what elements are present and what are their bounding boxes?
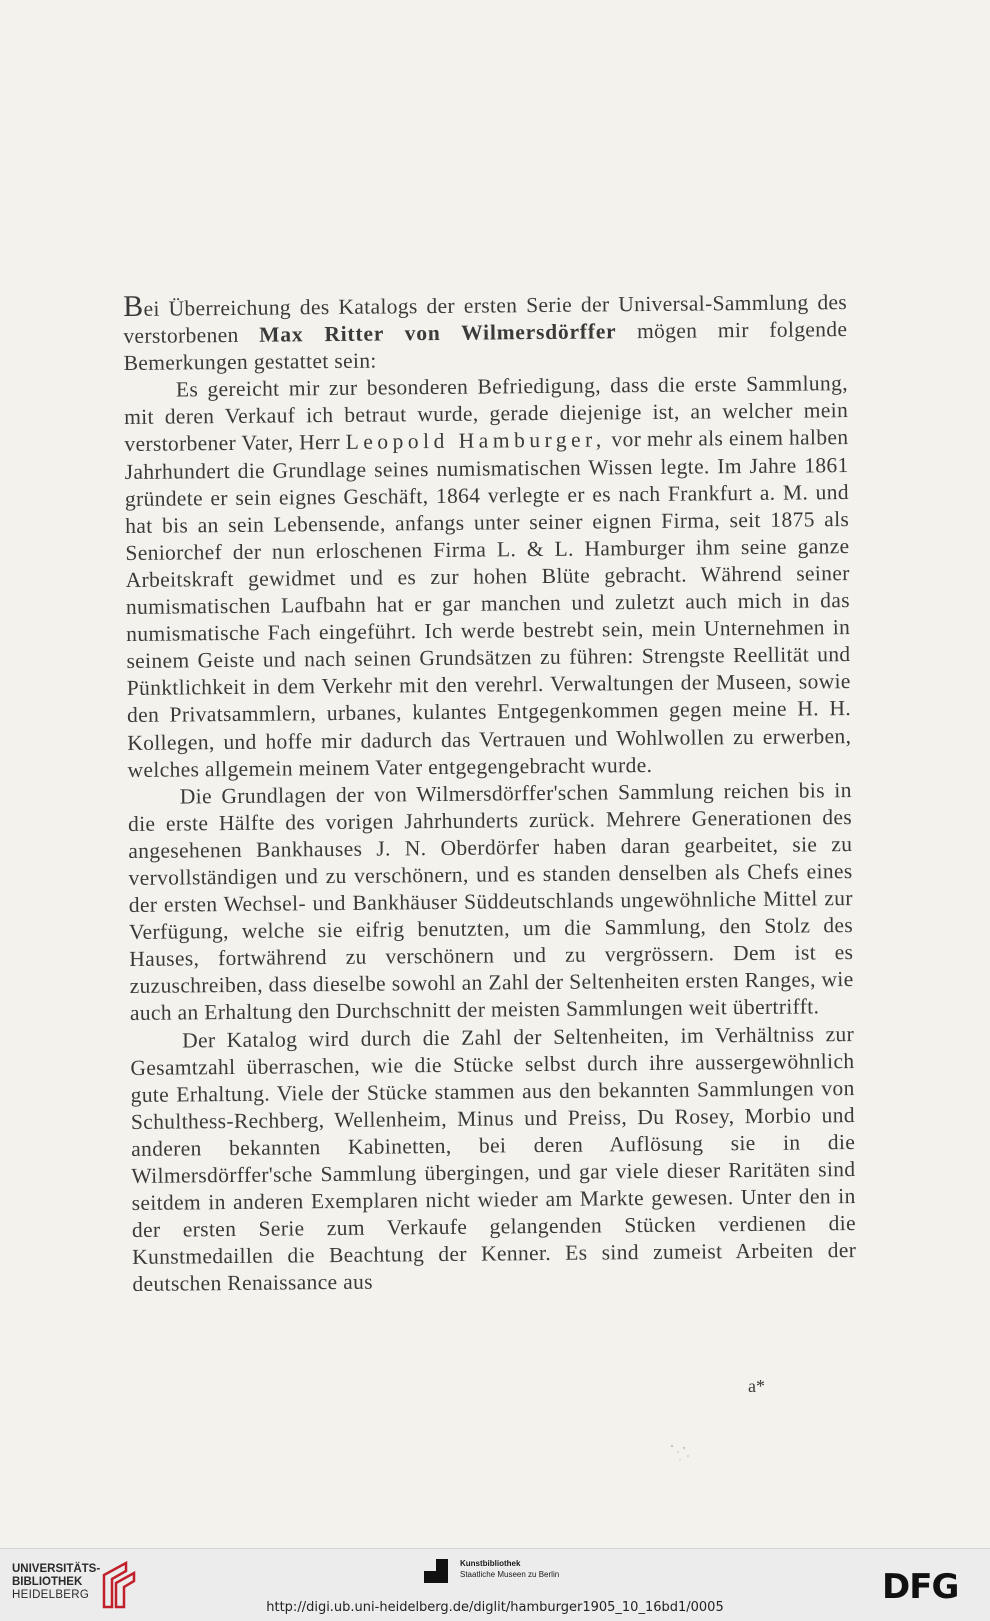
paragraph-1-part1: ei Überreichung des Katalogs der ersten Serie der Universal-Sammlung des verstorbenen: [123, 290, 848, 349]
university-library-label: [12, 1563, 100, 1602]
dropcap: B: [122, 289, 144, 323]
university-line-2: BIBLIOTHEK: [12, 1576, 83, 1588]
paragraph-2-part2: vor mehr als einem halben Jahrhundert die Grundlage seines numismatischen Wissen legte. Im Jahre 1861 gründete er sein eignes Geschäft, 1864 verlegte er es nach Frankfurt a. M. und hat bis an sein Lebensende, anfangs unter seiner eignen Firma, seit 1875 als Seniorchef der nun erloschenen Firma L. & L. Hamburger ihm seine ganze Arbeitskraft gewidmet und es zur hohen Blüte gebracht. Während seiner numismatischen Laufbahn hat er gar manchen und zuletzt auch mich in das numismatische Fach eingeführt. Ich werde bestrebt sein, mein Unternehmen in seinem Geiste und nach seinen Grundsätzen zu führen: Strengste Reellität und Pünktlichkeit in dem Verkehr mit den verehrl. Verwaltungen der Museen, sowie den Privatsammlern, urbanes, kulantes Entgegenkommen gegen meine H. H. Kollegen, und hoffe mir dadurch das Vertrauen und Wohlwollen zu erwerben, welches allgemein meinem Vater entgegengebracht wurde.: [124, 425, 852, 782]
paragraph-2: [124, 370, 852, 783]
kunstbibliothek-logo-icon: [422, 1557, 456, 1587]
university-line-1: UNIVERSITÄTS-: [12, 1563, 101, 1575]
paragraph-3-text: Die Grundlagen der von Wilmersdörffer'schen Sammlung reichen bis in die erste Hälfte des vorigen Jahrhunderts zurück. Mehrere Generationen des angesehenen Bankhauses J. N. Oberdörfer haben daran gearbeitet, sie zu vervollständigen und zu verschönern, und es standen denselben als Chefs eines der ersten Wechsel- und Bankhäuser Süddeutschlands ungewöhnliche Mittel zur Verfügung, welche sie eifrig benutzten, um die Sammlung, den Stolz des Hauses, fortwährend zu verschönern und zu vergrössern. Dem ist es zuzuschreiben, dass dieselbe sowohl an Zahl der Seltenheiten ersten Ranges, wie auch an Erhaltung den Durchschnitt der meisten Sammlungen weit übertrifft.: [127, 777, 854, 1026]
paragraph-4-text: Der Katalog wird durch die Zahl der Seltenheiten, im Verhältniss zur Gesamtzahl überraschen, wie die Stücke selbst durch ihre aussergewöhnlich gute Erhaltung. Viele der Stücke stammen aus den bekannten Sammlungen von Schulthess-Rechberg, Wellenheim, Minus und Preiss, Du Rosey, Morbio und anderen bekannten Kabinetten, bei deren Auflösung sie in die Wilmersdörffer'sche Sammlung übergingen, und gar viele dieser Raritäten sind seitdem in anderen Exemplaren nicht wieder am Markte gewesen. Unter den in der ersten Serie zum Verkaufe gelangenden Stücken verdienen die Kunstmedaillen die Beachtung der Kenner. Es sind zumeist Arbeiten der deutschen Renaissance aus: [130, 1021, 857, 1297]
paragraph-2-part1: Es gereicht mir zur besonderen Befriedigung, dass die erste Sammlung, mit deren Verkauf ich betraut wurde, gerade diejenige ist, an welcher mein verstorbener Vater, Herr: [124, 371, 849, 457]
collector-name: Max Ritter von Wilmersdörffer: [259, 319, 617, 347]
paragraph-4: [130, 1021, 857, 1299]
paper-specks: [660, 1440, 710, 1470]
kunstbibliothek-label: [460, 1558, 559, 1580]
father-name: Leopold Hamburger,: [345, 427, 606, 455]
footer-bar: [0, 1548, 990, 1621]
paragraph-1: [123, 289, 848, 377]
body-text: [123, 289, 857, 1298]
university-line-3: HEIDELBERG: [12, 1589, 90, 1601]
signature-mark: a*: [748, 1376, 765, 1396]
permalink-url[interactable]: http://digi.ub.uni-heidelberg.de/diglit/hamburger1905_10_16bd1/0005: [266, 1600, 724, 1615]
paragraph-1-part2: mögen mir folgende Bemerkungen gestattet sein:: [123, 317, 848, 376]
paragraph-3: [128, 777, 854, 1028]
kunstbibliothek-subtitle: Staatliche Museen zu Berlin: [460, 1570, 560, 1579]
kunstbibliothek-title: Kunstbibliothek: [460, 1559, 521, 1568]
dfg-logo: DFG: [882, 1567, 959, 1607]
